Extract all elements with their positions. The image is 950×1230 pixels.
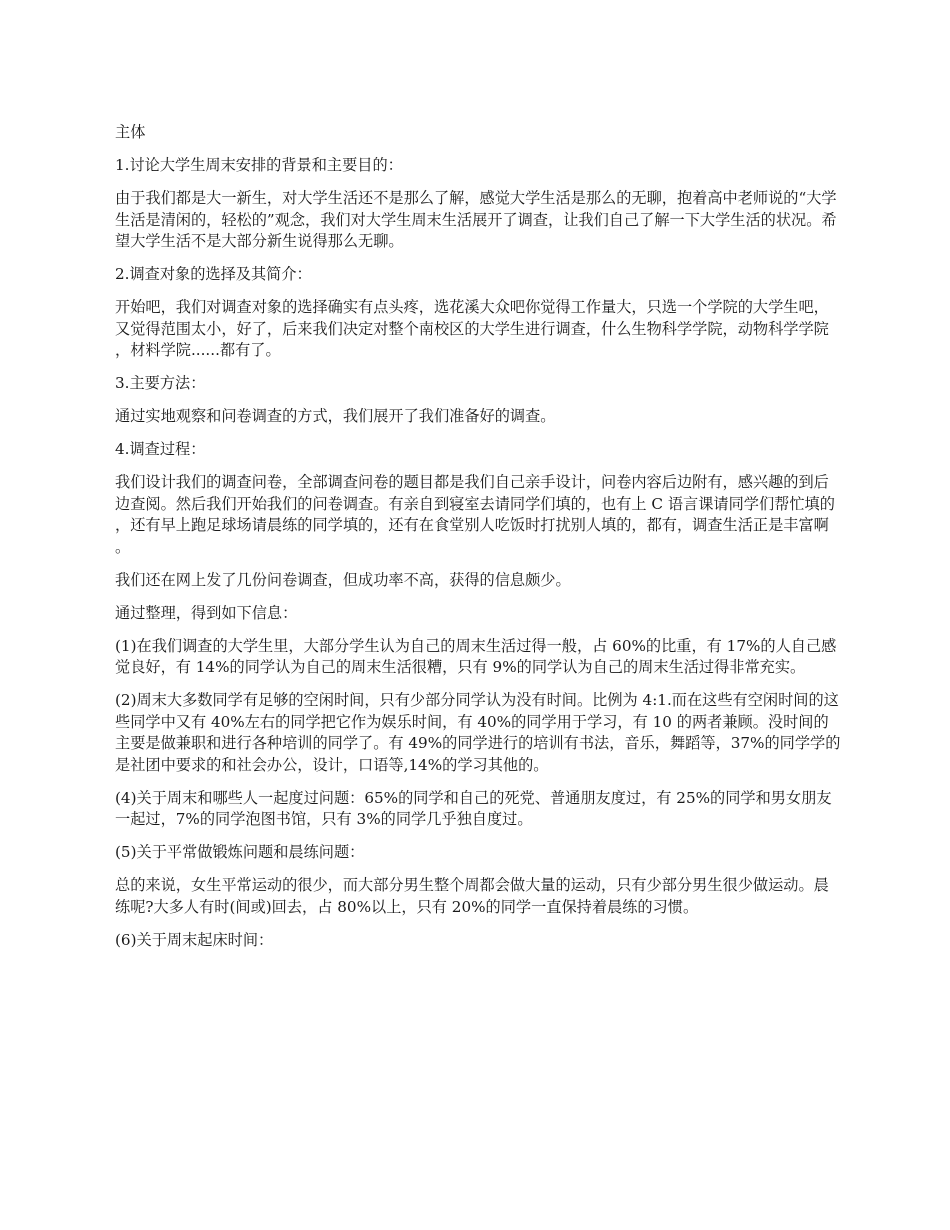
document-body [115, 122, 843, 963]
section-title: 主体 [115, 123, 146, 141]
paragraph-survey-subjects: 开始吧，我们对调查对象的选择确实有点头疼，选花溪大众吧你觉得工作量大，只选一个学院的大学生吧，又觉得范围太小，好了，后来我们决定对整个南校区的大学生进行调查，什么生物科学学院，动物科学学院，材料学院......都有了。 [115, 298, 829, 359]
heading-result-5: (5)关于平常做锻炼问题和晨练问题： [115, 843, 365, 861]
heading-result-6: (6)关于周末起床时间： [115, 930, 274, 949]
paragraph-background: 由于我们都是大一新生，对大学生活还不是那么了解，感觉大学生活是那么的无聊，抱着高中老师说的“大学生活是清闲的，轻松的”观念，我们对大学生周末生活展开了调查，让我们自己了解一下大学生活的状况。希望大学生活不是大部分新生说得那么无聊。 [115, 189, 837, 250]
paragraph-methods: 通过实地观察和问卷调查的方式，我们展开了我们准备好的调查。 [115, 407, 556, 425]
heading-background-purpose: 1.讨论大学生周末安排的背景和主要目的： [115, 156, 403, 174]
paragraph-result-4: (4)关于周末和哪些人一起度过问题：65%的同学和自己的死党、普通朋友度过，有 25%的同学和男女朋友一起过，7%的同学泡图书馆，只有 3%的同学几乎独自度过。 [115, 788, 832, 828]
paragraph-online-survey: 我们还在网上发了几份问卷调查，但成功率不高，获得的信息颇少。 [115, 570, 571, 589]
heading-survey-subjects: 2.调查对象的选择及其简介： [115, 265, 312, 283]
paragraph-process: 我们设计我们的调查问卷，全部调查问卷的题目都是我们自己亲手设计，问卷内容后边附有，感兴趣的到后边查阅。然后我们开始我们的问卷调查。有亲自到寝室去请同学们填的，也有上 C 语言课请同学们帮忙填的，还有早上跑足球场请晨练的同学填的，还有在食堂别人吃饭时打扰别人填的，都有，调查生活正是丰富啊。 [115, 473, 835, 556]
paragraph-result-2: (2)周末大多数同学有足够的空闲时间，只有少部分同学认为没有时间。比例为 4:1.而在这些有空闲时间的这些同学中又有 40%左右的同学把它作为娱乐时间，有 40%的同学用于学习，有 10 的两者兼顾。没时间的主要是做兼职和进行各种培训的同学了。有 49%的同学进行的培训有书法，音乐，舞蹈等，37%的同学学的是社团中要求的和社会办公，设计，口语等,14%的学习其他的。 [115, 691, 841, 774]
heading-process: 4.调查过程： [115, 440, 206, 458]
heading-methods: 3.主要方法： [115, 374, 206, 392]
paragraph-results-intro: 通过整理，得到如下信息： [115, 603, 298, 622]
paragraph-result-5: 总的来说，女生平常运动的很少，而大部分男生整个周都会做大量的运动，只有少部分男生很少做运动。晨练呢?大多人有时(间或)回去，占 80%以上，只有 20%的同学一直保持着晨练的习惯。 [115, 876, 829, 916]
paragraph-result-1: (1)在我们调查的大学生里，大部分学生认为自己的周末生活过得一般，占 60%的比重，有 17%的人自己感觉良好，有 14%的同学认为自己的周末生活很糟，只有 9%的同学认为自己的周末生活过得非常充实。 [115, 636, 837, 676]
